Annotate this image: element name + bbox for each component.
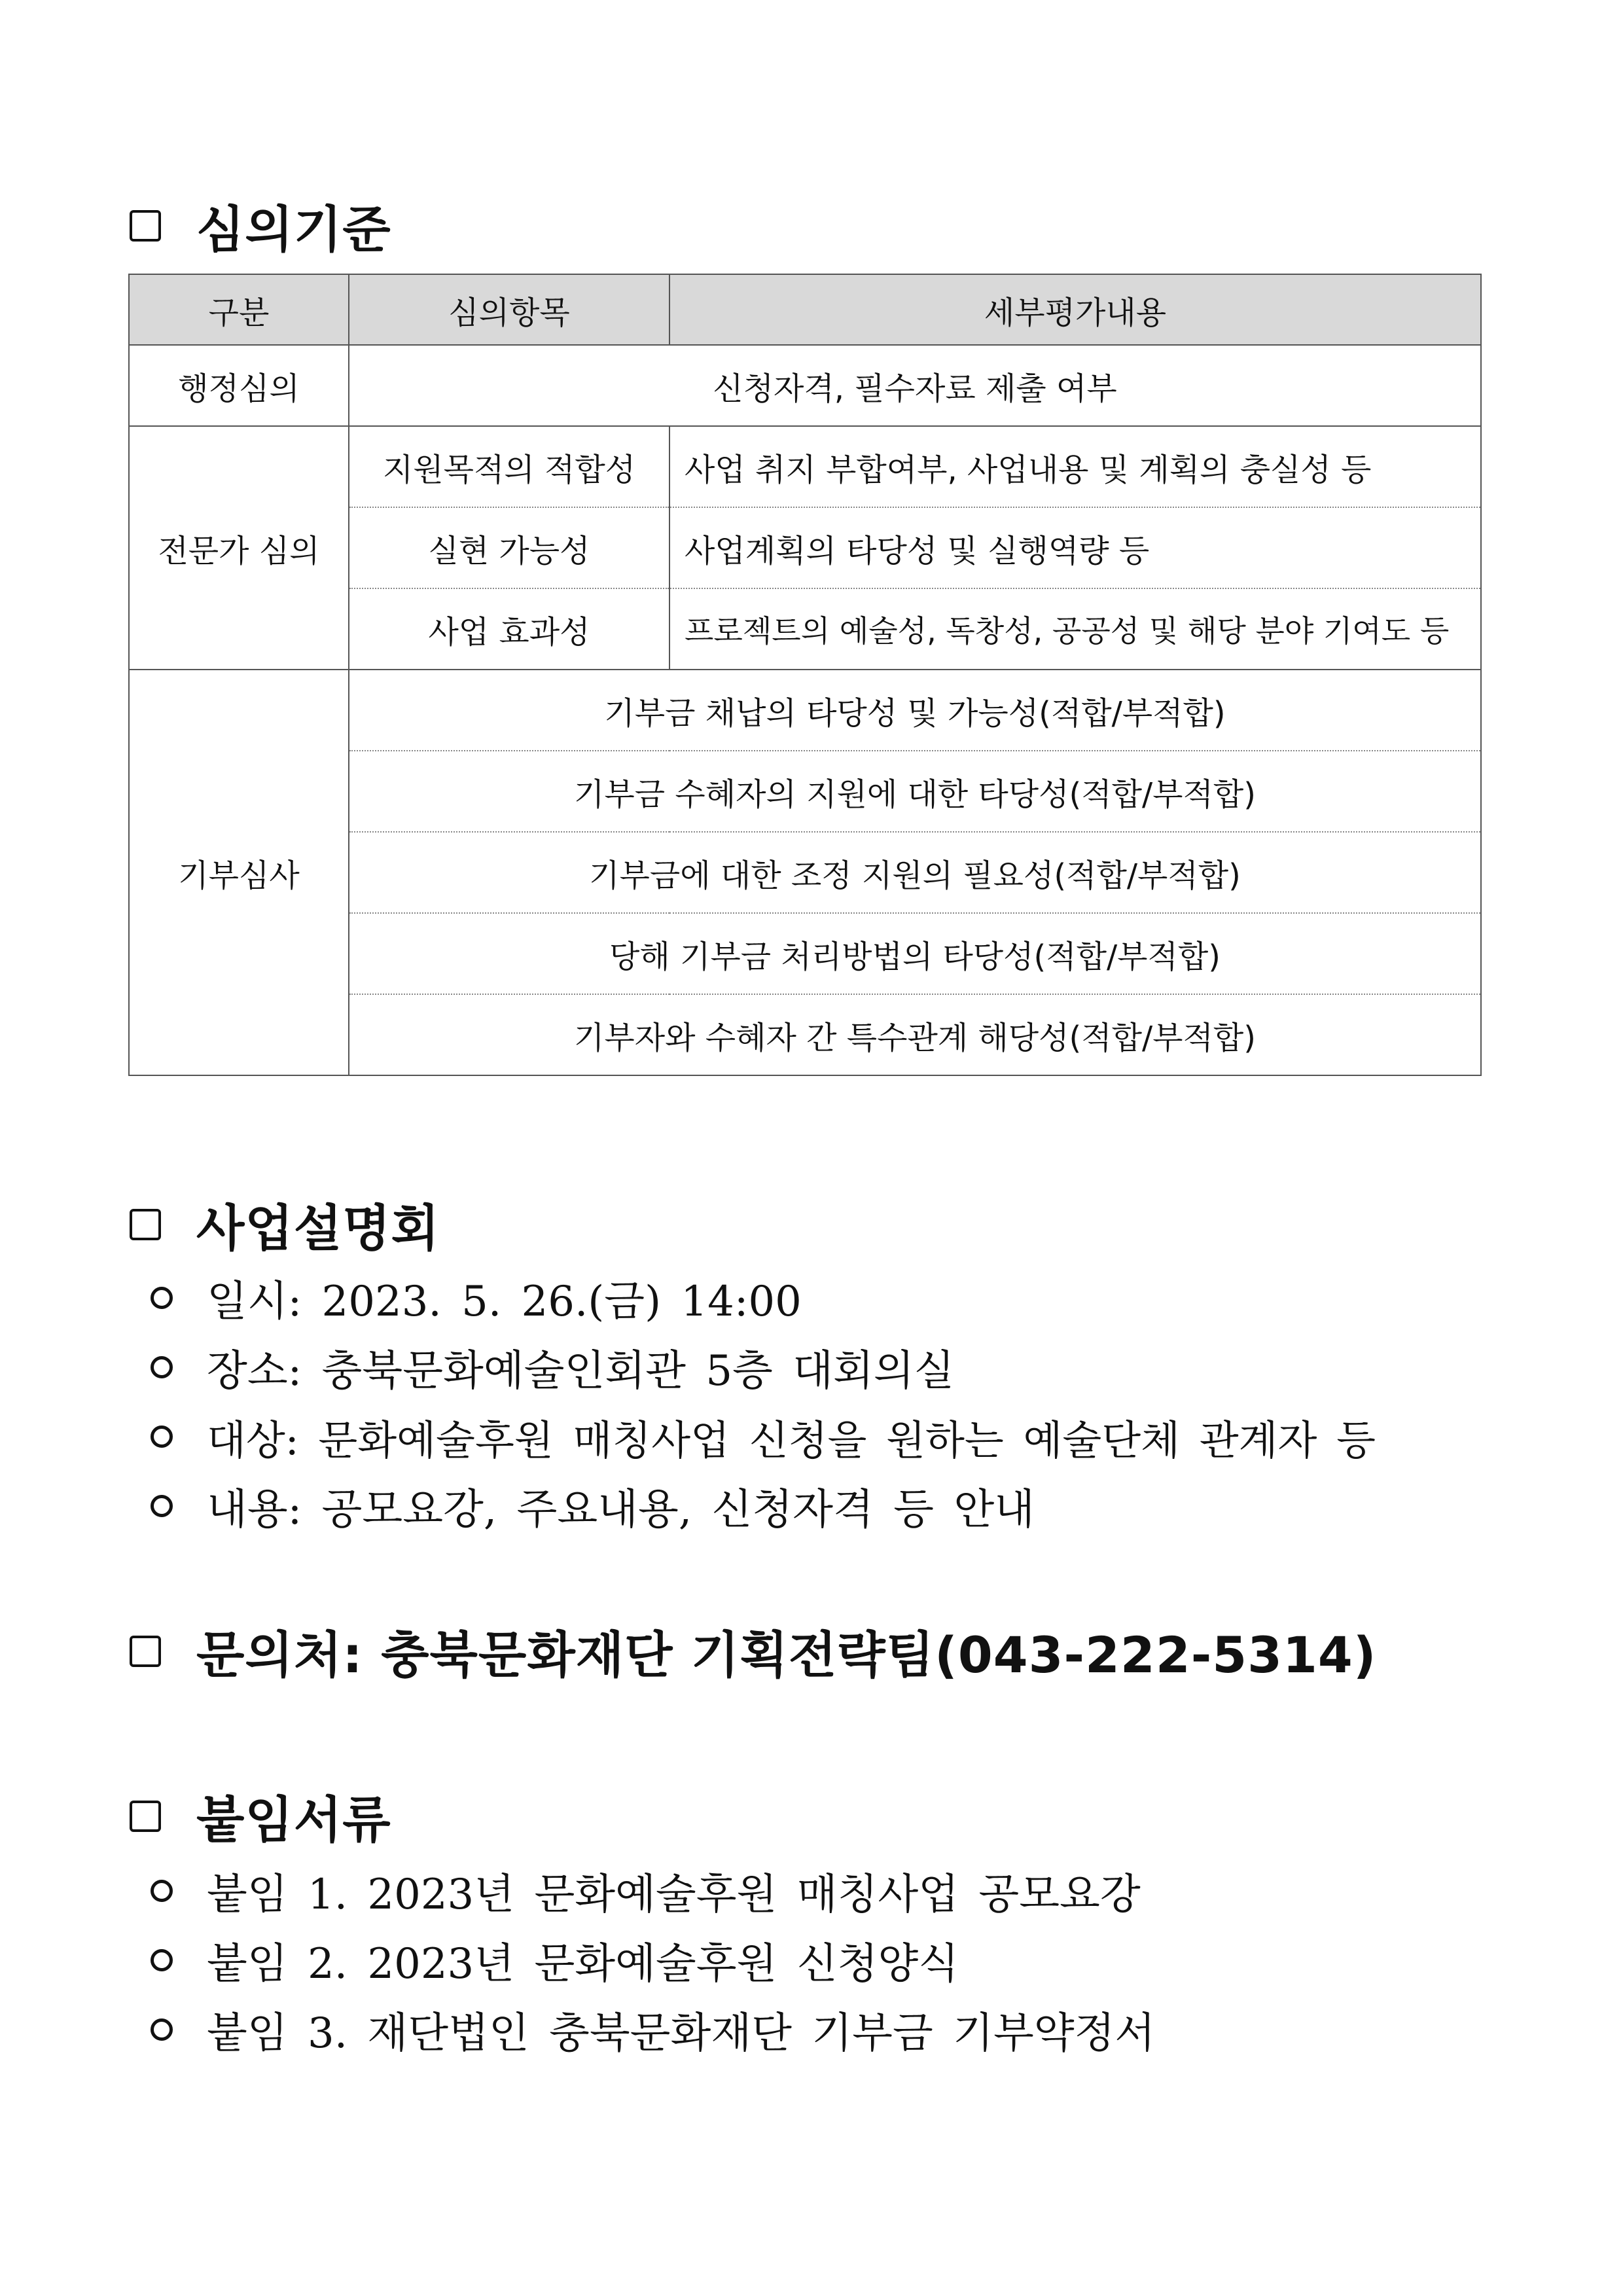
expert-item-cell: 지원목적의 적합성	[349, 426, 669, 507]
briefing-list	[151, 1263, 1376, 1541]
criteria-section-title	[130, 190, 391, 261]
circle-bullet-icon	[151, 1356, 173, 1378]
expert-detail-cell: 사업계획의 타당성 및 실행역량 등	[669, 507, 1481, 588]
admin-category-cell: 행정심의	[129, 345, 349, 426]
criteria-title-text: 심의기준	[196, 200, 391, 259]
criteria-table	[128, 274, 1482, 1076]
list-item	[151, 1995, 1155, 2064]
attachments-list	[151, 1856, 1155, 2064]
list-item	[151, 1263, 1376, 1333]
donation-category-cell: 기부심사	[129, 670, 349, 1075]
checkbox-icon	[130, 1209, 161, 1240]
contact-title-text: 문의처: 충북문화재단 기획전략팀(043-222-5314)	[196, 1626, 1377, 1684]
list-item	[151, 1471, 1376, 1541]
table-header-row	[129, 274, 1481, 345]
circle-bullet-icon	[151, 1880, 173, 1902]
checkbox-icon	[130, 210, 161, 242]
table-row-expert-1	[129, 426, 1481, 507]
list-item	[151, 1333, 1376, 1402]
donation-detail-cell: 기부금에 대한 조정 지원의 필요성(적합/부적합)	[349, 832, 1481, 913]
list-item	[151, 1402, 1376, 1471]
table-row-admin	[129, 345, 1481, 426]
expert-detail-cell: 사업 취지 부합여부, 사업내용 및 계획의 충실성 등	[669, 426, 1481, 507]
table-header-detail: 세부평가내용	[669, 274, 1481, 345]
attachment-item-text: 붙임 3. 재단법인 충북문화재단 기부금 기부약정서	[207, 2009, 1156, 2058]
circle-bullet-icon	[151, 1426, 173, 1448]
checkbox-icon	[130, 1801, 161, 1832]
expert-item-cell: 실현 가능성	[349, 507, 669, 588]
expert-item-cell: 사업 효과성	[349, 588, 669, 670]
circle-bullet-icon	[151, 1495, 173, 1517]
attachment-item-text: 붙임 1. 2023년 문화예술후원 매칭사업 공모요강	[207, 1871, 1141, 1919]
attachments-section-title	[130, 1780, 391, 1852]
list-item	[151, 1856, 1155, 1926]
contact-section-title	[130, 1615, 1377, 1687]
attachment-item-text: 붙임 2. 2023년 문화예술후원 신청양식	[207, 1940, 959, 1988]
attachments-title-text: 붙임서류	[196, 1791, 391, 1849]
briefing-section-title	[130, 1189, 440, 1260]
donation-detail-cell: 기부자와 수혜자 간 특수관계 해당성(적합/부적합)	[349, 994, 1481, 1075]
donation-detail-cell: 기부금 수혜자의 지원에 대한 타당성(적합/부적합)	[349, 751, 1481, 832]
expert-detail-cell: 프로젝트의 예술성, 독창성, 공공성 및 해당 분야 기여도 등	[669, 588, 1481, 670]
briefing-item-text: 대상: 문화예술후원 매칭사업 신청을 원하는 예술단체 관계자 등	[207, 1416, 1376, 1464]
expert-category-cell: 전문가 심의	[129, 426, 349, 670]
list-item	[151, 1926, 1155, 1995]
briefing-item-text: 장소: 충북문화예술인회관 5층 대회의실	[207, 1347, 955, 1395]
donation-detail-cell: 기부금 채납의 타당성 및 가능성(적합/부적합)	[349, 670, 1481, 751]
table-header-category: 구분	[129, 274, 349, 345]
checkbox-icon	[130, 1636, 161, 1667]
admin-content-cell: 신청자격, 필수자료 제출 여부	[349, 345, 1481, 426]
briefing-item-text: 내용: 공모요강, 주요내용, 신청자격 등 안내	[207, 1486, 1035, 1534]
table-header-item: 심의항목	[349, 274, 669, 345]
briefing-item-text: 일시: 2023. 5. 26.(금) 14:00	[207, 1278, 802, 1326]
circle-bullet-icon	[151, 1287, 173, 1309]
circle-bullet-icon	[151, 2018, 173, 2041]
donation-detail-cell: 당해 기부금 처리방법의 타당성(적합/부적합)	[349, 913, 1481, 994]
briefing-title-text: 사업설명회	[196, 1199, 440, 1257]
table-row-donation-1	[129, 670, 1481, 751]
circle-bullet-icon	[151, 1949, 173, 1971]
